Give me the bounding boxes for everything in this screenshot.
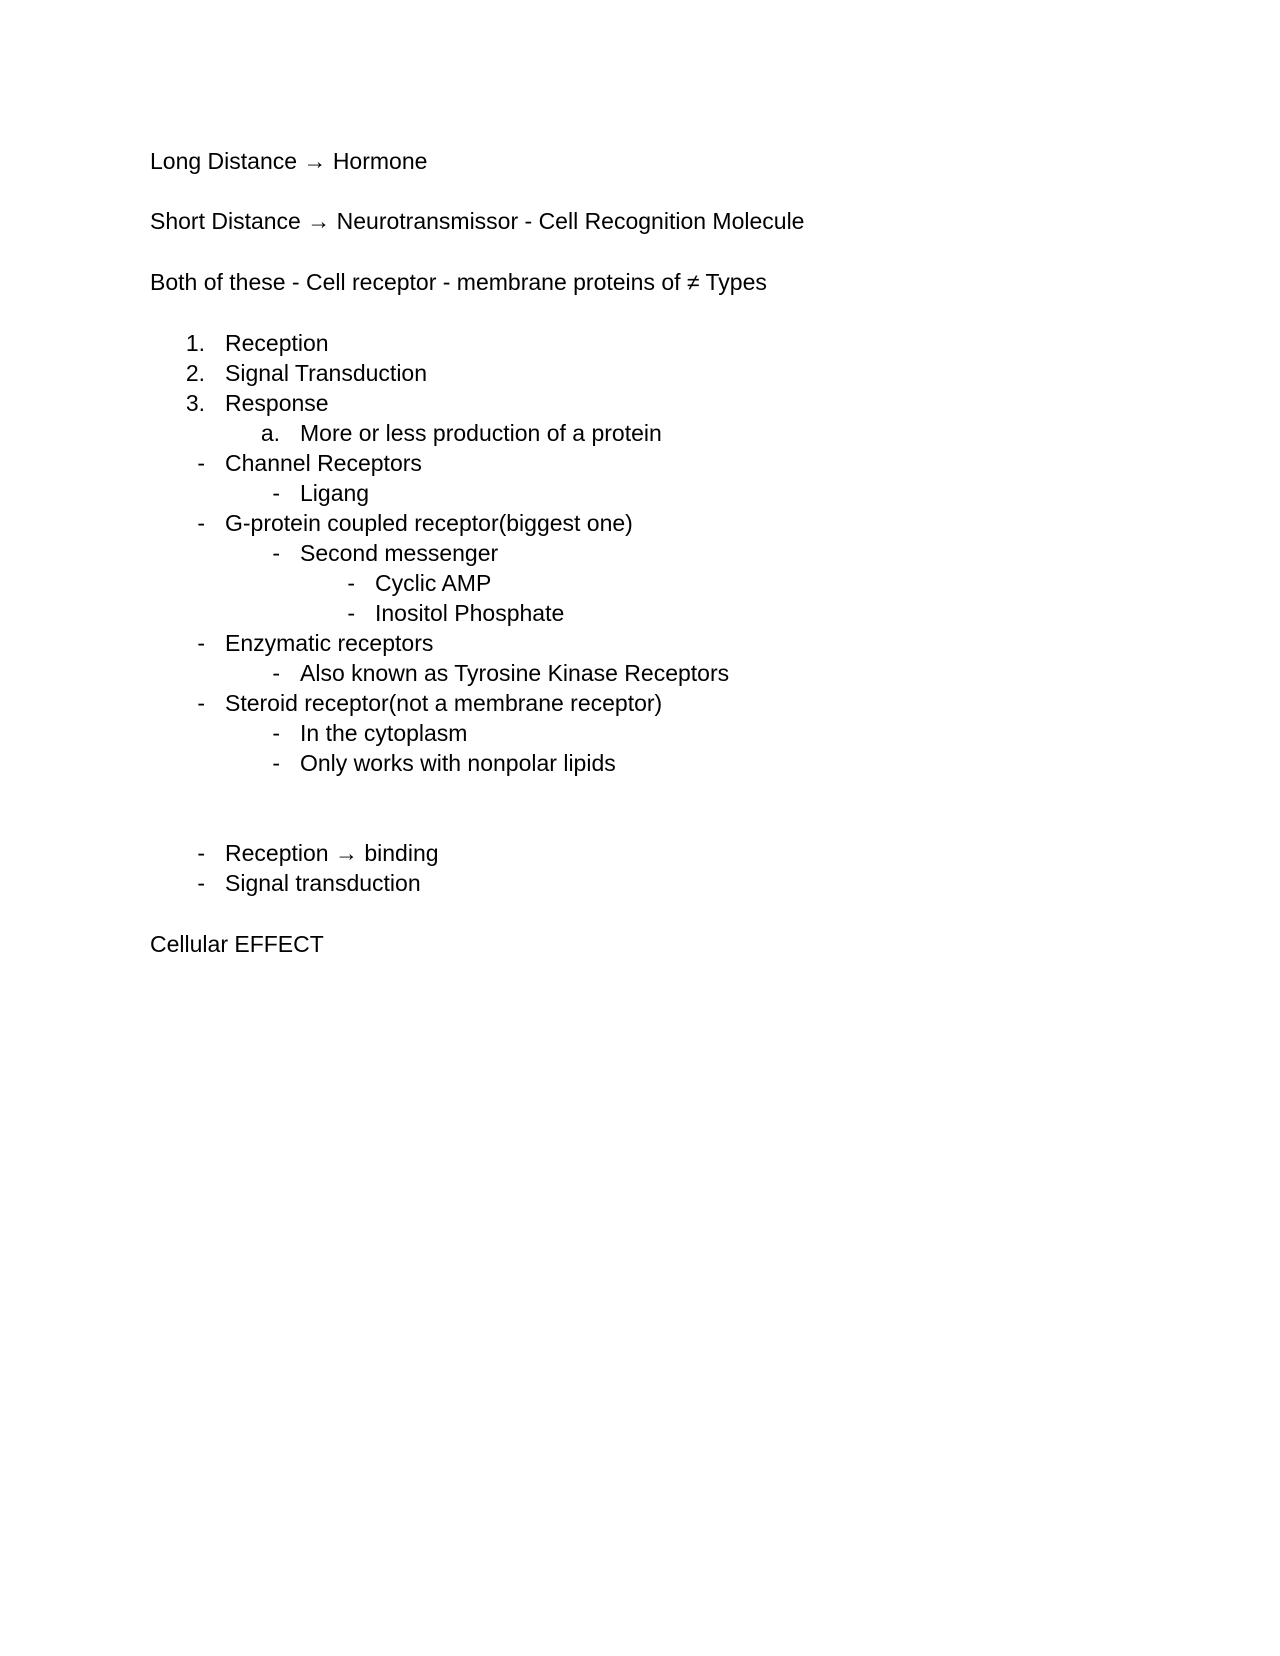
list-item-enzymatic-receptors: Enzymatic receptors: [225, 630, 434, 656]
paragraph-both-of-these: Both of these - Cell receptor - membrane proteins of ≠ Types: [150, 269, 767, 295]
list-item-ligang: Ligang: [300, 480, 370, 506]
list-item-cytoplasm: In the cytoplasm: [300, 720, 468, 746]
list-item-marker: -: [197, 690, 205, 716]
list-item-inositol-phosphate: Inositol Phosphate: [375, 600, 565, 626]
list-item-marker: -: [272, 540, 280, 566]
list-item-marker: 2.: [185, 360, 205, 386]
list-item-marker: 3.: [185, 390, 205, 416]
list-item-marker: -: [347, 570, 355, 596]
list-item-tyrosine-kinase: Also known as Tyrosine Kinase Receptors: [300, 660, 730, 686]
paragraph-long-distance: Long Distance → Hormone: [150, 148, 428, 174]
paragraph-short-distance: Short Distance → Neurotransmissor - Cell Recognition Molecule: [150, 208, 805, 234]
list-item-marker: -: [272, 660, 280, 686]
list-item-channel-receptors: Channel Receptors: [225, 450, 422, 476]
list-item-marker: -: [347, 600, 355, 626]
list-item-marker: -: [197, 630, 205, 656]
list-item-g-protein-receptor: G-protein coupled receptor(biggest one): [225, 510, 633, 536]
paragraph-cellular-effect: Cellular EFFECT: [150, 931, 324, 957]
list-item-marker: -: [197, 450, 205, 476]
list-item-cyclic-amp: Cyclic AMP: [375, 570, 492, 596]
list-item-reception: Reception: [225, 330, 329, 356]
list-item-marker: -: [272, 480, 280, 506]
list-item-marker: -: [272, 720, 280, 746]
list-item-marker: -: [197, 870, 205, 896]
list-item-signal-transduction-2: Signal transduction: [225, 870, 421, 896]
list-item-second-messenger: Second messenger: [300, 540, 499, 566]
list-item-marker: -: [197, 840, 205, 866]
list-item-nonpolar-lipids: Only works with nonpolar lipids: [300, 750, 616, 776]
list-item-steroid-receptor: Steroid receptor(not a membrane receptor): [225, 690, 663, 716]
list-item-reception-binding: Reception → binding: [225, 840, 439, 866]
list-item-marker: a.: [260, 420, 280, 446]
list-item-marker: -: [272, 750, 280, 776]
list-item-signal-transduction: Signal Transduction: [225, 360, 428, 386]
list-item-protein-production: More or less production of a protein: [300, 420, 662, 446]
list-item-marker: -: [197, 510, 205, 536]
list-item-response: Response: [225, 390, 329, 416]
list-item-marker: 1.: [185, 330, 205, 356]
